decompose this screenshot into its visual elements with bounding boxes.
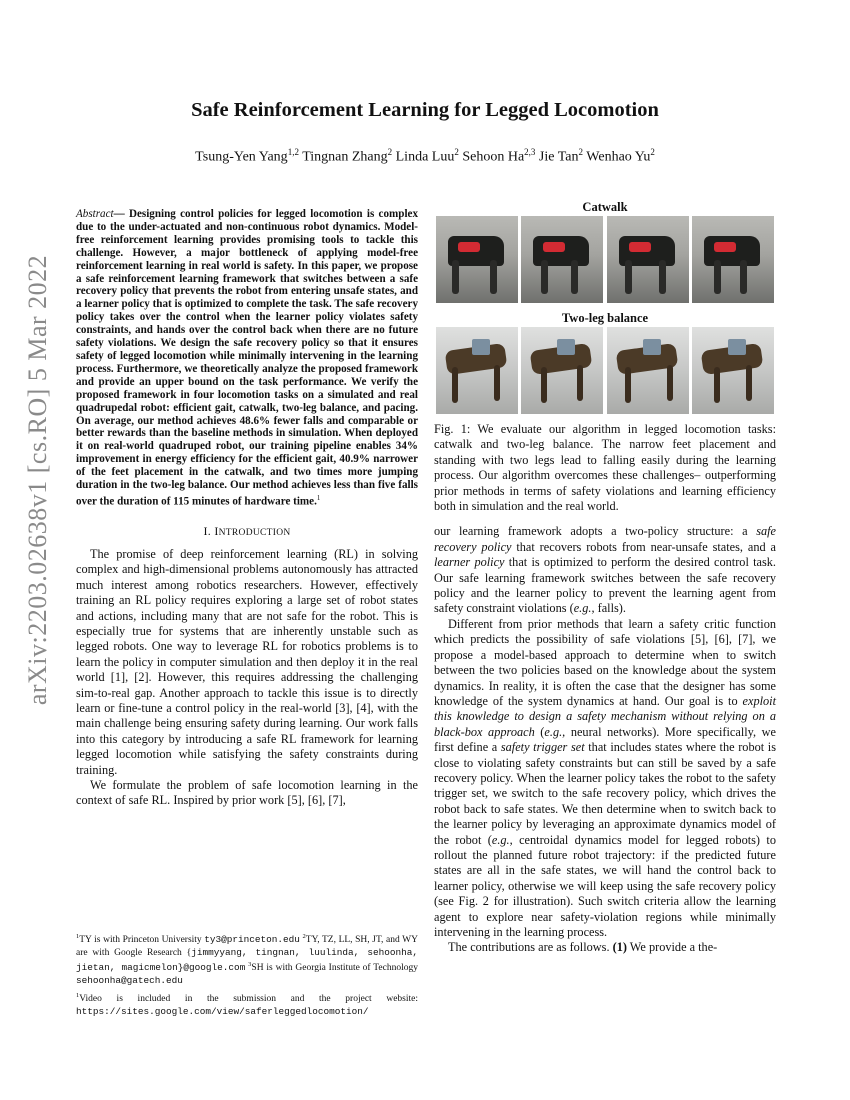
author-name: Jie Tan bbox=[538, 149, 579, 165]
left-column bbox=[76, 208, 418, 809]
figure-caption: Fig. 1: We evaluate our algorithm in legged locomotion tasks: catwalk and two-leg balance. The narrow feet placement and standing with two legs lead to falling easily during the learning process. Our algorithm overcomes these challenges– outperforming prior methods in terms of safety violations and learning efficiency both in simulation and the real world. bbox=[434, 422, 776, 514]
arxiv-id-text: arXiv:2203.02638v1 [cs.RO] 5 Mar 2022 bbox=[23, 254, 52, 706]
project-url-link[interactable]: https://sites.google.com/view/saferleggedlocomotion/ bbox=[76, 1005, 369, 1017]
footnote-text: TY is with Princeton University bbox=[79, 935, 205, 946]
author-name: Wenhao Yu bbox=[586, 149, 651, 165]
figure-label-catwalk: Catwalk bbox=[582, 200, 628, 214]
footnote-text: TY, TZ, LL, SH, JT, and WY are with Google Research { bbox=[76, 935, 418, 958]
catwalk-robot-photo bbox=[436, 216, 518, 303]
paper-title: Safe Reinforcement Learning for Legged Locomotion bbox=[191, 99, 659, 121]
abstract-text: — Designing control policies for legged locomotion is complex due to the under-actuated and non-continuous robot dynamics. Model-free reinforcement learning provides promising tools to tackle this challenge. However, a major bottleneck of applying model-free reinforcement learning in real world is safety. In this paper, we propose a safe reinforcement learning framework that switches between a safe recovery policy that prevents the robot from entering unsafe states, and a learner policy that is optimized to complete the task. The safe recovery policy takes over the control when the learner policy violates safety constraints, and hands over the control back when there are no future safety violations. We design the safe recovery policy so that it ensures safety of legged locomotion while minimally intervening in the learning process. Furthermore, we theoretically analyze the proposed framework and provide an upper bound on the task performance. We verify the proposed framework in four locomotion tasks on a simulated and real quadrupedal robot: efficient gait, catwalk, two-leg balance, and pacing. On average, our method achieves 48.6% fewer falls and comparable or better rewards than the baseline methods in simulation. When deployed it on real-world quadruped robot, our training pipeline enables 34% improvement in energy efficiency for the efficient gait, 40.9% narrower of the feet placement in the catwalk, and two times more jumping duration in the two-leg balance. Our method achieves less than five falls over the duration of 115 minutes of hardware time. bbox=[76, 208, 418, 508]
author-affiliation: 2 bbox=[454, 147, 459, 157]
footnote-mark: 1 bbox=[76, 991, 80, 999]
footnote-text: SH is with Georgia Institute of Technology bbox=[251, 963, 419, 974]
two-leg-balance-robot-photo bbox=[692, 327, 774, 414]
author-list bbox=[0, 147, 850, 166]
abstract-label: Abstract bbox=[76, 208, 114, 220]
section-heading bbox=[76, 524, 418, 541]
body-paragraph: our learning framework adopts a two-policy structure: a safe recovery policy that recovers robots from near-unsafe states, and a learner policy that is optimized to perform the desired control task. Our safe learning framework switches between the safe recovery policy and the learner policy to prevent the learning agent from safety constraint violations (e.g., falls). bbox=[434, 524, 776, 616]
author-name: Sehoon Ha bbox=[462, 149, 525, 165]
author-affiliation: 2,3 bbox=[524, 147, 536, 157]
email-link[interactable]: jimmyyang, tingnan, luulinda, sehoonha, jietan, magicmelon}@google.com bbox=[76, 946, 418, 974]
two-leg-balance-photo-strip bbox=[436, 327, 774, 414]
two-leg-balance-robot-photo bbox=[607, 327, 689, 414]
author-affiliation: 2 bbox=[387, 147, 393, 157]
author-affiliation: 2 bbox=[650, 147, 655, 157]
intro-paragraph: The promise of deep reinforcement learning (RL) in solving complex and high-dimensional problems autonomously has attracted much interest among robotics researchers. However, effectively training an RL policy requires exploring a large set of robot states and actions, including many that are not safe for the robot. This is especially true for systems that are inherently unstable such as legged robots. One way to leverage RL for robotics problems is to learn the policy in computer simulation and then deploy it in the real world [1], [2]. However, this requires addressing the challenging sim-to-real gap. Another approach to tackle this issue is to directly learn or fine-tune a control policy in the real-world [3], [4], with the main challenge being ensuring safety during learning. Our work falls into this category by introducing a safe RL framework for learning legged locomotion while satisfying the safety constraints during training. bbox=[76, 546, 418, 777]
footnote-mark: 2 bbox=[302, 933, 306, 940]
arxiv-identifier-stamp bbox=[14, 254, 62, 706]
body-paragraph: The contributions are as follows. (1) We provide a the- bbox=[448, 940, 718, 955]
footnote-marker: 1 bbox=[316, 493, 321, 502]
section-title-rest: NTRODUCTION bbox=[218, 527, 291, 538]
email-link[interactable]: ty3@princeton.edu bbox=[204, 934, 300, 946]
footnote-video bbox=[76, 990, 418, 1018]
figure-label-two-leg-balance: Two-leg balance bbox=[561, 311, 649, 325]
catwalk-robot-photo bbox=[607, 216, 689, 303]
catwalk-robot-photo bbox=[521, 216, 603, 303]
catwalk-robot-photo bbox=[692, 216, 774, 303]
two-leg-balance-robot-photo bbox=[521, 327, 603, 414]
two-leg-balance-robot-photo bbox=[436, 327, 518, 414]
footnote-affiliations bbox=[76, 931, 418, 987]
author-affiliation: 1,2 bbox=[287, 147, 299, 157]
section-numeral: I. bbox=[203, 523, 215, 538]
footnotes bbox=[76, 931, 418, 1021]
footnote-mark: 3 bbox=[248, 960, 252, 968]
body-paragraph: Different from prior methods that learn a safety critic function which predicts the possibility of safe violations [5], [6], [7], we propose a model-based approach to determine when to switch between the two policies based on the knowledge about the system dynamics. In reality, it is often the case that the designer has some knowledge of the system dynamics at hand. Our goal is to exploit this knowledge to design a safety mechanism without relying on a black-box approach (e.g., neural networks). More specifically, we first define a safety trigger set that includes states where the robot is close to violating safety constraints but can still be saved by a safe recovery policy. When the learner policy takes the robot to the safety trigger set, we switch to the safe recovery policy, which drives the robot back to safe states. We then determine when to switch back to the learner policy by leveraging an approximate dynamics model of the robot (e.g., centroidal dynamics model for legged robots) to rollout the planned future robot trajectory: if the predicted future states are all in the safe states, we will hand the control back to learner policy, otherwise we will keep using the safe recovery policy (see Fig. 2 for illustration). Such switch criteria allow the learning agent to explore near safety-violation regions while minimally intervening in the learning process. bbox=[434, 616, 776, 939]
intro-paragraph: We formulate the problem of safe locomotion learning in the context of safe RL. Inspired by prior work [5], [6], [7], bbox=[76, 778, 418, 808]
catwalk-photo-strip bbox=[436, 216, 774, 303]
footnote-mark: 1 bbox=[76, 933, 80, 940]
footnote-text: Video is included in the submission and the project website: bbox=[79, 994, 418, 1005]
abstract bbox=[76, 208, 418, 509]
right-column bbox=[434, 200, 776, 956]
email-link[interactable]: sehoonha@gatech.edu bbox=[76, 974, 183, 986]
author-name: Tsung-Yen Yang bbox=[195, 149, 288, 165]
author-name: Tingnan Zhang bbox=[302, 149, 388, 165]
author-affiliation: 2 bbox=[578, 147, 584, 157]
section-title-initial: I bbox=[214, 523, 219, 538]
author-name: Linda Luu bbox=[395, 149, 455, 165]
